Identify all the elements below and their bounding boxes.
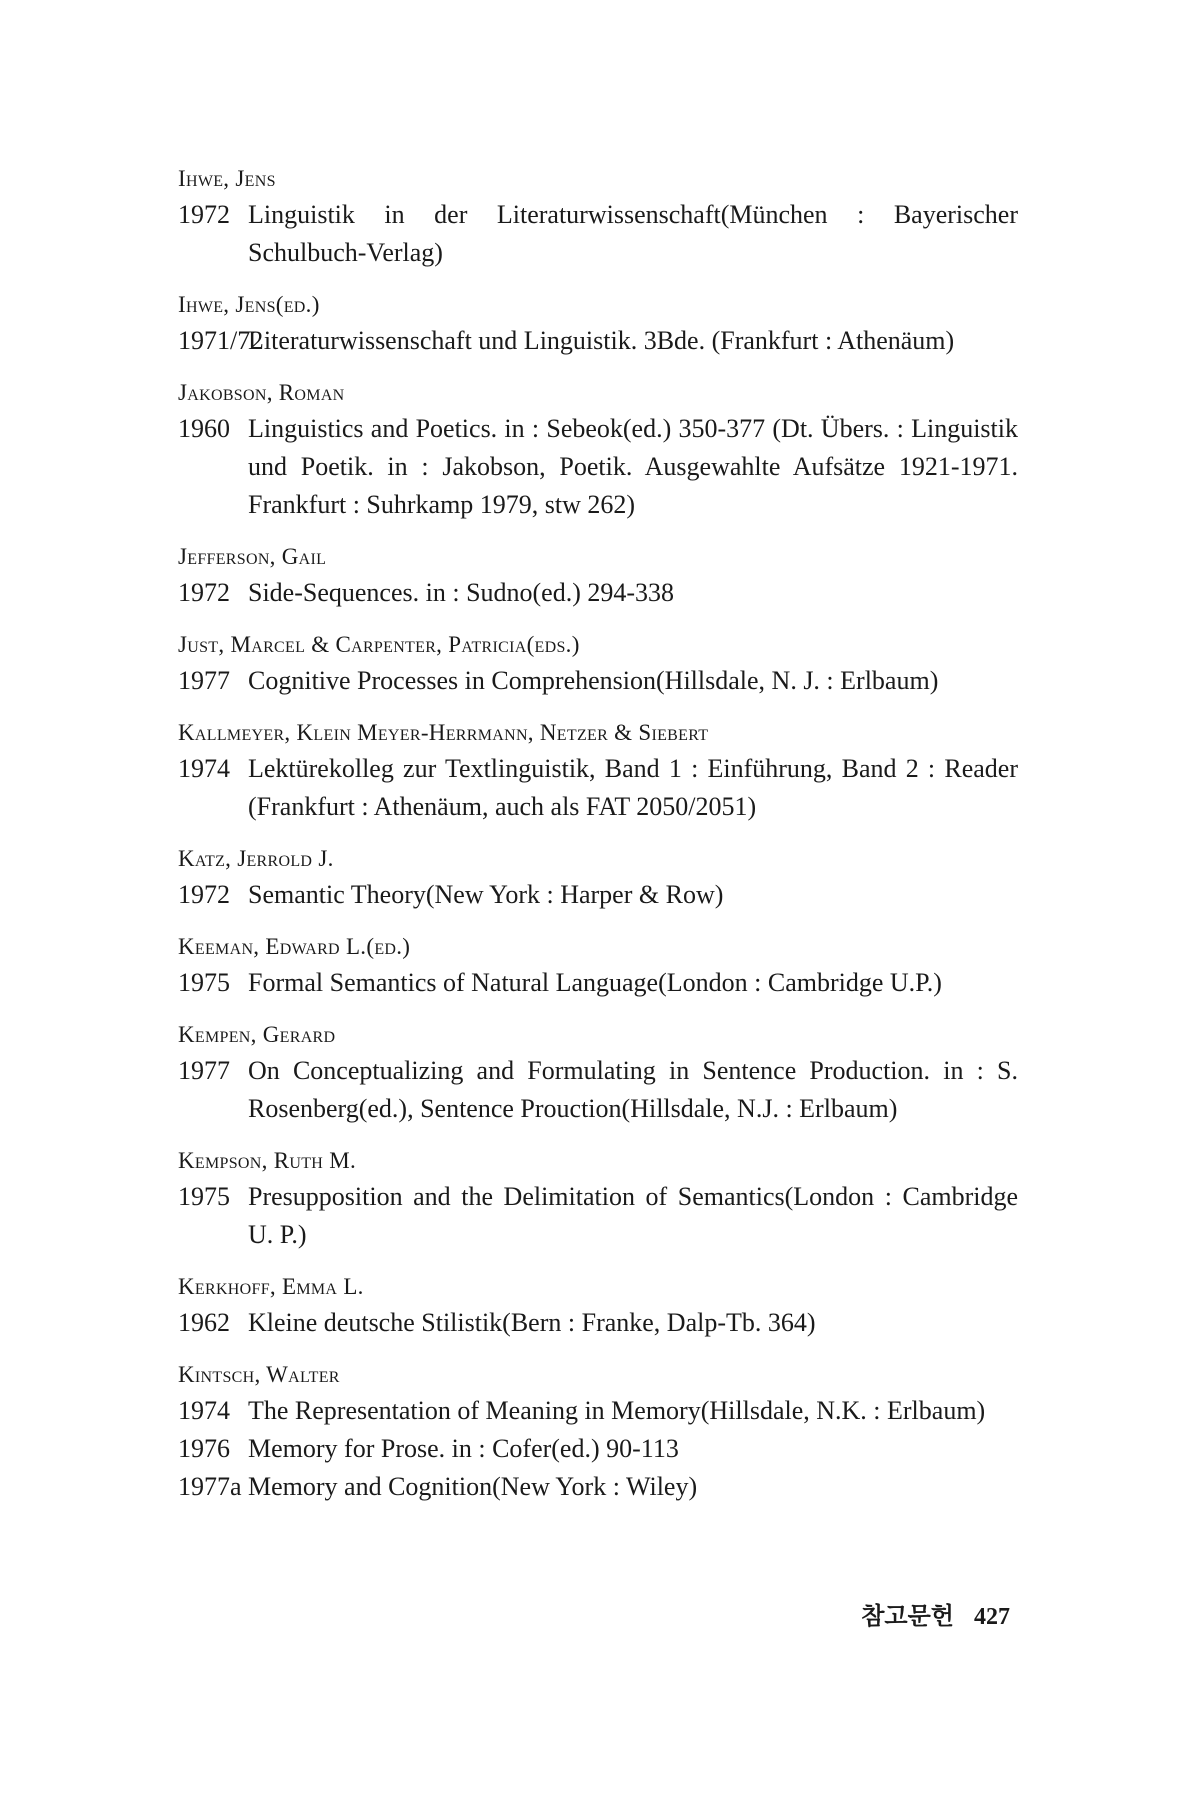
reference-entry [178,718,1018,826]
footer-section-label: 참고문헌 [861,1604,954,1630]
reference-item [178,1304,1018,1342]
entry-author: Keeman, Edward L.(ed.) [178,934,411,959]
entry-author: Kallmeyer, Klein Meyer-Herrmann, Netzer & Siebert [178,720,709,745]
reference-year: 1975 [178,968,230,997]
reference-text: Memory for Prose. in : Cofer(ed.) 90-113 [248,1434,679,1463]
reference-year: 1977 [178,666,230,695]
reference-year: 1975 [178,1182,230,1211]
reference-entry [178,932,1018,1002]
reference-text: Linguistics and Poetics. in : Sebeok(ed.) 350-377 (Dt. Übers. : Linguistik und Poetik. in : Jakobson, Poetik. Ausgewahlte Aufsätze 1921-1971. Frankfurt : Suhrkamp 1979, stw 262) [248,414,1018,519]
reference-year: 1974 [178,754,230,783]
reference-item [178,876,1018,914]
reference-entry [178,290,1018,360]
reference-text: Formal Semantics of Natural Language(London : Cambridge U.P.) [248,968,942,997]
entry-author: Just, Marcel & Carpenter, Patricia(eds.) [178,632,580,657]
entry-author: Ihwe, Jens [178,166,276,191]
reference-entry [178,1146,1018,1254]
reference-text: Presupposition and the Delimitation of Semantics(London : Cambridge U. P.) [248,1182,1018,1249]
reference-text: Cognitive Processes in Comprehension(Hillsdale, N. J. : Erlbaum) [248,666,939,695]
reference-item [178,1392,1018,1430]
reference-year: 1972 [178,880,230,909]
reference-entry [178,542,1018,612]
reference-year: 1960 [178,414,230,443]
entry-author: Kempen, Gerard [178,1022,336,1047]
page-number: 427 [974,1604,1010,1630]
reference-entry [178,1020,1018,1128]
entry-author: Jakobson, Roman [178,380,345,405]
reference-entry [178,630,1018,700]
reference-text: Side-Sequences. in : Sudno(ed.) 294-338 [248,578,675,607]
reference-item [178,750,1018,826]
reference-year: 1972 [178,578,230,607]
reference-entry [178,844,1018,914]
reference-year: 1976 [178,1434,230,1463]
reference-item [178,1430,1018,1468]
entry-author: Katz, Jerrold J. [178,846,334,871]
reference-item [178,322,1018,360]
reference-year: 1977a [178,1472,242,1501]
reference-year: 1977 [178,1056,230,1085]
reference-item [178,1052,1018,1128]
entry-author: Kerkhoff, Emma L. [178,1274,364,1299]
reference-text: On Conceptualizing and Formulating in Sentence Production. in : S. Rosenberg(ed.), Sentence Prouction(Hillsdale, N.J. : Erlbaum) [248,1056,1018,1123]
reference-text: Linguistik in der Literaturwissenschaft(München : Bayerischer Schulbuch-Verlag) [248,200,1018,267]
reference-text: Kleine deutsche Stilistik(Bern : Franke, Dalp-Tb. 364) [248,1308,816,1337]
reference-year: 1971/72 [178,326,264,355]
reference-text: Memory and Cognition(New York : Wiley) [248,1472,698,1501]
reference-item [178,662,1018,700]
entry-author: Kempson, Ruth M. [178,1148,356,1173]
reference-item [178,574,1018,612]
reference-item [178,1468,1018,1506]
reference-item [178,1178,1018,1254]
entry-author: Kintsch, Walter [178,1362,340,1387]
reference-year: 1972 [178,200,230,229]
reference-text: Semantic Theory(New York : Harper & Row) [248,880,724,909]
reference-entry [178,1360,1018,1506]
reference-item [178,410,1018,524]
reference-item [178,964,1018,1002]
entry-author: Jefferson, Gail [178,544,327,569]
reference-entry [178,1272,1018,1342]
reference-entry [178,378,1018,524]
page-footer [861,1596,1010,1631]
reference-text: Literaturwissenschaft und Linguistik. 3Bde. (Frankfurt : Athenäum) [248,326,955,355]
reference-entry [178,164,1018,272]
reference-year: 1962 [178,1308,230,1337]
reference-text: Lektürekolleg zur Textlinguistik, Band 1 : Einführung, Band 2 : Reader (Frankfurt : Athenäum, auch als FAT 2050/2051) [248,754,1018,821]
reference-text: The Representation of Meaning in Memory(Hillsdale, N.K. : Erlbaum) [248,1396,986,1425]
reference-list [178,164,1018,1524]
reference-year: 1974 [178,1396,230,1425]
reference-item [178,196,1018,272]
entry-author: Ihwe, Jens(ed.) [178,292,320,317]
